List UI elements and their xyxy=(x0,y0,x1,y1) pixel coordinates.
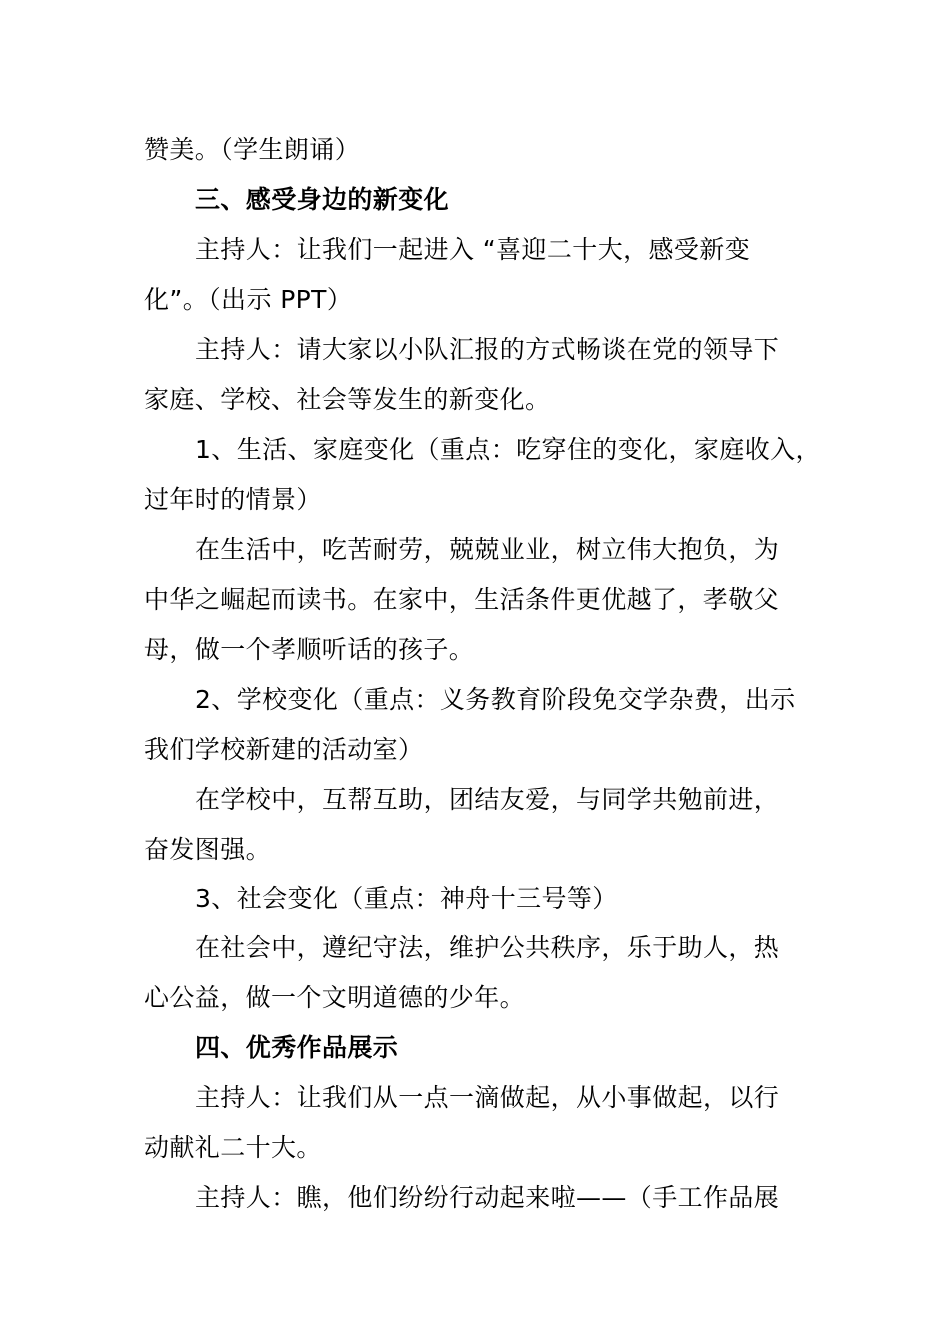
section-heading: 三、感受身边的新变化 xyxy=(195,185,450,214)
paragraph-line: 我们学校新建的活动室） xyxy=(144,735,424,764)
paragraph-line: 过年时的情景） xyxy=(144,485,322,514)
paragraph-line: 化”。（出示 PPT） xyxy=(144,285,353,314)
paragraph-line: 中华之崛起而读书。在家中，生活条件更优越了，孝敬父 xyxy=(144,585,780,614)
paragraph-line: 在学校中，互帮互助，团结友爱，与同学共勉前进， xyxy=(195,785,780,814)
paragraph-line: 主持人：让我们一起进入 “喜迎二十大，感受新变 xyxy=(195,235,751,264)
paragraph-line: 家庭、学校、社会等发生的新变化。 xyxy=(144,385,551,414)
paragraph-line: 主持人：让我们从一点一滴做起，从小事做起，以行 xyxy=(195,1083,780,1112)
section-heading: 四、优秀作品展示 xyxy=(195,1033,399,1062)
paragraph-line: 3、社会变化（重点：神舟十三号等） xyxy=(195,884,618,913)
paragraph-line: 心公益，做一个文明道德的少年。 xyxy=(144,983,526,1012)
paragraph-line: 赞美。（学生朗诵） xyxy=(144,135,361,164)
paragraph-line: 主持人：请大家以小队汇报的方式畅谈在党的领导下 xyxy=(195,335,780,364)
paragraph-line: 母，做一个孝顺听话的孩子。 xyxy=(144,635,475,664)
paragraph-line: 在生活中，吃苦耐劳，兢兢业业，树立伟大抱负，为 xyxy=(195,535,780,564)
paragraph-line: 2、学校变化（重点：义务教育阶段免交学杂费，出示 xyxy=(195,685,796,714)
paragraph-line: 主持人：瞧，他们纷纷行动起来啦——（手工作品展 xyxy=(195,1183,780,1212)
paragraph-line: 动献礼二十大。 xyxy=(144,1133,322,1162)
paragraph-line: 奋发图强。 xyxy=(144,835,272,864)
paragraph-line: 1、生活、家庭变化（重点：吃穿住的变化，家庭收入， xyxy=(195,435,821,464)
paragraph-line: 在社会中，遵纪守法，维护公共秩序，乐于助人，热 xyxy=(195,933,780,962)
